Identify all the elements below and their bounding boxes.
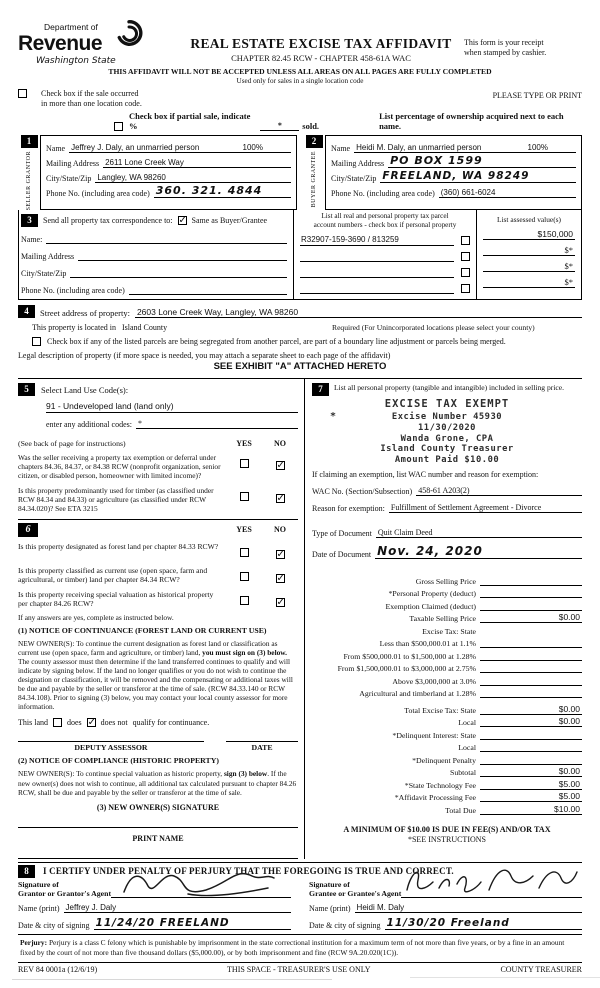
buyer-side-label: BUYER GRANTEE [310, 151, 317, 208]
section-3-badge: 3 [21, 214, 38, 227]
send-correspondence-label: Send all property tax correspondence to: [43, 215, 173, 225]
footer-treasurer-space: THIS SPACE - TREASURER'S USE ONLY [227, 964, 371, 974]
grantee-sig-label: Signature of Grantee or Grantee's Agent [309, 879, 402, 899]
buyer-name-field[interactable]: Heidi M. Daly, an unmarried person 100% [354, 142, 576, 153]
located-in-value[interactable]: Island County [121, 323, 168, 333]
assessed-value-2[interactable]: $* [483, 240, 575, 256]
personal-property-checkbox-2[interactable] [461, 252, 470, 261]
partial-sale-suffix: sold. [302, 121, 320, 131]
question-row: Was the seller receiving a property tax exemption or deferral under chapters 84.36, 84.37, or 84.38 RCW (nonprofit organization, senior citizen, or disabled person, homeowner with limited income)? ✓ [18, 453, 285, 481]
tax-row: *Delinquent Penalty [312, 752, 582, 765]
personal-property-label: List all personal property (tangible and intangible) included in selling price. [334, 383, 565, 393]
doc-date-label: Date of Document [312, 550, 372, 560]
main-columns [18, 378, 582, 858]
tax-row: Agricultural and timberland at 1.28% [312, 686, 582, 699]
exemption-note: If claiming an exemption, list WAC number and reason for exemption: [312, 470, 539, 480]
additional-codes-field[interactable]: * [136, 418, 298, 429]
deputy-assessor-row [18, 741, 298, 752]
treasurer-stamp: * EXCISE TAX EXEMPT Excise Number 45930 11/30/2020 Wanda Grone, CPA Island County Treasurer Amount Paid $10.00 [330, 398, 514, 466]
does-not-label: does not [100, 718, 128, 728]
state-technology-fee-field[interactable]: $5.00 [480, 779, 582, 790]
tax-row: Taxable Selling Price $0.00 [409, 612, 580, 624]
does-not-checkbox[interactable]: ✓ [87, 717, 97, 729]
land-use-label: Select Land Use Code(s): [41, 384, 129, 395]
print-name-line[interactable] [18, 843, 298, 859]
section-5-badge: 5 [18, 383, 35, 396]
yes-header: YES [236, 439, 252, 449]
exemption-claimed-field[interactable] [480, 601, 582, 611]
total-excise-local-field[interactable]: $0.00 [480, 716, 582, 727]
notice-continuance-title: (1) NOTICE OF CONTINUANCE (FOREST LAND OR CURRENT USE) [18, 625, 267, 635]
delinquent-interest-state-field[interactable] [480, 730, 582, 740]
buyer-name-label: Name [331, 144, 351, 153]
section-7-badge: 7 [312, 383, 329, 396]
new-owner-signature-label: (3) NEW OWNER(S) SIGNATURE [96, 802, 220, 812]
question-row: Is this property predominantly used for timber (as classified under RCW 84.34 and 84.33) or agriculture (as classified under RCW 84.34.020)? See ETA 3215 ✓ [18, 485, 285, 513]
tax-row: *State Technology Fee $5.00 [404, 778, 580, 790]
segregated-label: Check box if any of the listed parcels are being segregated from another parcel, are part of a boundary line adjustment or parcels being merged. [47, 337, 506, 347]
section-2-badge: 2 [306, 135, 323, 148]
tax-row: Exemption Claimed (deduct) [312, 598, 582, 611]
legal-description-value: SEE EXHIBIT "A" ATTACHED HERETO [213, 361, 387, 373]
buyer-csz-field[interactable]: FREELAND, WA 98249 [380, 170, 576, 183]
property-address-section [18, 300, 582, 374]
partial-sale-row [114, 111, 582, 131]
section-4-badge: 4 [18, 305, 35, 318]
this-land-label: This land [18, 718, 48, 728]
logo-dept-line: Department of [44, 22, 98, 32]
deputy-date-line[interactable]: DATE [226, 741, 298, 752]
does-checkbox[interactable] [53, 718, 62, 727]
tax-correspondence-section [18, 210, 582, 300]
taxable-selling-price-field[interactable]: $0.00 [480, 612, 582, 623]
s6-yes-header: YES [236, 525, 252, 535]
tax-row: Excise Tax: State [422, 626, 476, 636]
notice-compliance-title: (2) NOTICE OF COMPLIANCE (HISTORIC PROPERTY) [18, 756, 219, 766]
legal-description-label: Legal description of property (if more space is needed, you may attach a separate sheet to each page of the affidavit) [18, 351, 391, 361]
dor-logo [18, 22, 178, 66]
tax-row: *Personal Property (deduct) [312, 586, 582, 599]
same-as-buyer-label: Same as Buyer/Grantee [191, 215, 268, 225]
dor-swirl-icon [114, 18, 144, 53]
segregated-checkbox[interactable] [32, 337, 41, 346]
corr-csz-label: City/State/Zip [21, 269, 67, 279]
grantor-date-label: Date & city of signing [18, 921, 90, 931]
seller-name-field[interactable]: Jeffrey J. Daly, an unmarried person 100% [69, 142, 291, 153]
section-1-badge: 1 [21, 135, 38, 148]
required-county-note: Required (For Unincorporated locations please select your county) [332, 323, 535, 333]
corr-name-label: Name: [21, 235, 43, 245]
seller-csz-label: City/State/Zip [46, 174, 92, 183]
rate-1-field[interactable] [480, 638, 582, 648]
s5-q2-yes-checkbox[interactable] [240, 492, 249, 501]
certify-statement: I CERTIFY UNDER PENALTY OF PERJURY THAT THE FOREGOING IS TRUE AND CORRECT. [43, 866, 454, 877]
buyer-phone-label: Phone No. (including area code) [331, 189, 435, 198]
s6-q2-yes-checkbox[interactable] [240, 572, 249, 581]
same-as-buyer-checkbox[interactable]: ✓ [178, 214, 187, 226]
partial-sale-label: Check box if partial sale, indicate % [129, 111, 251, 131]
question-row: Is this property receiving special valuation as historical property per chapter 84.26 RCW? ✓ [18, 589, 285, 608]
personal-property-checkbox-4[interactable] [461, 284, 470, 293]
logo-agency-name: Revenue [18, 32, 103, 55]
parcel-row [300, 262, 470, 278]
notice-compliance-text: NEW OWNER(S): To continue special valuation as historic property, sign (3) below. If the new owner(s) does not wish to continue, all additional tax calculated pursuant to chapter 84.26 RCW, shall be due and payable by the seller or transferor at the time of sale. [18, 769, 297, 797]
s6-q1-no-checkbox[interactable]: ✓ [276, 548, 285, 560]
subtotal-field[interactable]: $0.00 [480, 766, 582, 777]
tax-row: Above $3,000,000 at 3.0% [312, 673, 582, 686]
tax-row: Total Excise Tax: State $0.00 [404, 703, 580, 715]
s5-q1-no-checkbox[interactable]: ✓ [276, 460, 285, 472]
grantee-date-label: Date & city of signing [309, 921, 381, 931]
multi-location-row [18, 89, 582, 109]
if-yes-note: If any answers are yes, complete as instructed below. [18, 612, 174, 622]
buyer-mailing-field[interactable]: PO BOX 1599 [388, 154, 576, 168]
corr-name-field[interactable] [46, 233, 287, 244]
question-row: Is this property designated as forest land per chapter 84.33 RCW? ✓ [18, 541, 285, 560]
multi-location-checkbox[interactable] [18, 89, 27, 98]
land-use-code-value[interactable]: 91 - Undeveloped land (land only) [46, 401, 298, 413]
street-address-field[interactable]: 2603 Lone Creek Way, Langley, WA 98260 [135, 307, 582, 318]
title-block [178, 22, 464, 66]
seller-phone-field[interactable]: 360. 321. 4844 [154, 184, 291, 198]
seller-phone-label: Phone No. (including area code) [46, 189, 150, 198]
tax-row: Local [312, 740, 582, 753]
tax-row: From $500,000.01 to $1,500,000 at 1.28% [312, 648, 582, 661]
question-row: Is this property classified as current use (open space, farm and agricultural, or timber) land per chapter 84.34 RCW? ✓ [18, 565, 285, 584]
reason-field[interactable]: Fulfillment of Settlement Agreement - Divorce [389, 502, 582, 513]
parcel-number-field[interactable]: R32907-159-3690 / 813259 [300, 235, 454, 246]
reason-label: Reason for exemption: [312, 504, 385, 514]
parcel-header: List all real and personal property tax parcel account numbers - check box if personal property [313, 212, 457, 230]
left-column [18, 379, 304, 858]
single-location-note: Used only for sales in a single location code [236, 77, 364, 85]
warning-line: THIS AFFIDAVIT WILL NOT BE ACCEPTED UNLESS ALL AREAS ON ALL PAGES ARE FULLY COMPLETED [108, 67, 492, 76]
print-name-label: PRINT NAME [132, 833, 184, 843]
rate-4-field[interactable] [480, 676, 582, 686]
s6-q3-no-checkbox[interactable]: ✓ [276, 596, 285, 608]
grantor-name-label: Name (print) [18, 904, 60, 914]
see-back-note: (See back of page for instructions) [18, 439, 126, 449]
s5-q2-no-checkbox[interactable]: ✓ [276, 492, 285, 504]
new-owner-signature-line[interactable] [18, 812, 298, 828]
minimum-fee-note: A MINIMUM OF $10.00 IS DUE IN FEE(S) AND/OR TAX [343, 824, 551, 834]
ownership-note: List percentage of ownership acquired next to each name. [379, 111, 564, 131]
grantor-date-field[interactable]: 11/24/20 FREELAND [94, 917, 291, 930]
tax-row: *Affidavit Processing Fee $5.00 [394, 791, 580, 803]
agricultural-field[interactable] [480, 688, 582, 698]
buyer-csz-label: City/State/Zip [331, 174, 377, 183]
delinquent-penalty-field[interactable] [480, 755, 582, 765]
s6-q1-yes-checkbox[interactable] [240, 548, 249, 557]
partial-sale-checkbox[interactable] [114, 122, 123, 131]
right-column [304, 379, 582, 858]
corr-mailing-field[interactable] [78, 250, 287, 261]
grantor-signature-field[interactable] [111, 886, 291, 898]
total-due-field[interactable]: $10.00 [480, 804, 582, 815]
assessed-value-header: List assessed value(s) [496, 215, 562, 225]
tax-row: From $1,500,000.01 to $3,000,000 at 2.75% [312, 661, 582, 674]
s6-q3-yes-checkbox[interactable] [240, 596, 249, 605]
section-8-badge: 8 [18, 865, 35, 878]
assessed-value-1[interactable]: $150,000 [483, 224, 575, 240]
personal-property-deduct-field[interactable] [480, 588, 582, 598]
tax-row: Gross Selling Price [312, 573, 582, 586]
doc-type-label: Type of Document [312, 529, 372, 539]
additional-codes-label: enter any additional codes: [46, 420, 132, 430]
stamp-asterisk: * [330, 411, 337, 423]
grantee-date-field[interactable]: 11/30/20 Freeland [385, 917, 582, 930]
grantor-name-field[interactable]: Jeffrey J. Daly [64, 902, 291, 913]
parcel-row [300, 246, 470, 262]
seller-mailing-field[interactable]: 2611 Lone Creek Way [103, 157, 291, 168]
section-6-badge: 6 [18, 523, 38, 537]
seller-csz-field[interactable]: Langley, WA 98260 [95, 172, 291, 183]
personal-property-checkbox-3[interactable] [461, 268, 470, 277]
tax-row: *Delinquent Interest: State [312, 727, 582, 740]
s5-q1-yes-checkbox[interactable] [240, 459, 249, 468]
corr-csz-field[interactable] [70, 267, 287, 278]
total-excise-state-field[interactable]: $0.00 [480, 704, 582, 715]
assessed-value-4[interactable]: $* [483, 272, 575, 288]
tax-row: Less than $500,000.01 at 1.1% [312, 636, 582, 649]
perjury-notice: Perjury: Perjury is a class C felony which is punishable by imprisonment in the state correctional institution for a maximum term of not more than five years, or by a fine in an amount fixed by the court of not more than five thousand dollars ($5,000.00), or by both imprisonment and fine (RCW 9A.20.020(1C)). [18, 934, 582, 959]
corr-phone-field[interactable] [129, 284, 287, 295]
excise-tax-table [312, 573, 582, 815]
wac-field[interactable]: 458-61 A203(2) [416, 485, 582, 496]
grantee-signature-block [309, 880, 582, 931]
grantor-sig-label: Signature of Grantor or Grantor's Agent [18, 879, 112, 899]
seller-name-label: Name [46, 144, 66, 153]
affidavit-processing-fee-field[interactable]: $5.00 [480, 791, 582, 802]
qualify-label: qualify for continuance. [132, 718, 210, 728]
corr-mailing-label: Mailing Address [21, 252, 75, 262]
buyer-section [303, 135, 582, 210]
s6-no-header: NO [274, 525, 286, 535]
continuance-qualify-row [18, 718, 298, 727]
certification-section [18, 862, 582, 931]
grantor-signature-block [18, 880, 291, 931]
no-header: NO [274, 439, 286, 449]
corr-phone-label: Phone No. (including area code) [21, 286, 125, 296]
form-title: REAL ESTATE EXCISE TAX AFFIDAVIT [190, 36, 452, 51]
partial-sale-pct-field[interactable]: * [260, 121, 299, 131]
grantee-name-field[interactable]: Heidi M. Daly [355, 902, 582, 913]
doc-type-field[interactable]: Quit Claim Deed [376, 527, 582, 538]
form-header [18, 22, 582, 66]
footer-rev-number: REV 84 0001a (12/6/19) [18, 964, 98, 974]
assessed-value-3[interactable]: $* [483, 256, 575, 272]
buyer-mailing-label: Mailing Address [331, 159, 385, 168]
parcel-row [300, 278, 470, 294]
tax-row: Total Due $10.00 [445, 803, 580, 815]
delinquent-interest-local-field[interactable] [480, 742, 582, 752]
does-label: does [67, 718, 82, 728]
located-in-label: This property is located in [32, 323, 116, 333]
gross-selling-price-field[interactable] [480, 576, 582, 586]
rate-2-field[interactable] [480, 651, 582, 661]
grantee-name-label: Name (print) [309, 904, 351, 914]
parcel-row [300, 230, 470, 246]
notice-continuance-text: NEW OWNER(S): To continue the current designation as forest land or classification as current use (open space, farm and agriculture, or timber) land, you must sign on (3) below. The county assessor must then determine if the land transferred continues to qualify and will indicate by signing below. If the land no longer qualifies or you do not wish to continue the designation or classification, it will be removed and the compensating or additional taxes will be due and payable by the seller or transferor at the time of sale. (RCW 84.33.140 or RCW 84.34.108). Prior to signing (3) below, you may contact your local county assessor for more information. [18, 638, 293, 712]
scan-artifact-line [12, 979, 332, 980]
seller-side-label: SELLER GRANTOR [25, 151, 32, 211]
wac-label: WAC No. (Section/Subsection) [312, 487, 413, 497]
please-type-label: PLEASE TYPE OR PRINT [492, 91, 582, 100]
scan-artifact-line [410, 977, 600, 978]
rate-3-field[interactable] [480, 663, 582, 673]
deputy-assessor-line[interactable]: DEPUTY ASSESSOR [18, 741, 204, 752]
footer-county-treasurer: COUNTY TREASURER [500, 964, 582, 974]
tax-row: Local $0.00 [458, 716, 580, 728]
see-instructions-note: *SEE INSTRUCTIONS [407, 834, 486, 844]
s6-q2-no-checkbox[interactable]: ✓ [276, 572, 285, 584]
grantee-signature-field[interactable] [401, 886, 582, 898]
form-footer [18, 962, 582, 974]
tax-row: Subtotal $0.00 [450, 766, 580, 778]
seller-mailing-label: Mailing Address [46, 159, 100, 168]
street-address-label: Street address of property: [40, 308, 130, 319]
form-subtitle: CHAPTER 82.45 RCW - CHAPTER 458-61A WAC [231, 53, 411, 63]
buyer-phone-field[interactable]: (360) 661-6024 [439, 187, 576, 198]
receipt-note: This form is your receipt when stamped by cashier. [464, 38, 547, 58]
doc-date-field[interactable]: Nov. 24, 2020 [375, 544, 582, 559]
parties-row [18, 135, 582, 210]
multi-location-label: Check box if the sale occurred in more than one location code. [41, 89, 142, 108]
seller-section [18, 135, 297, 210]
personal-property-checkbox-1[interactable] [461, 236, 470, 245]
logo-state-name: Washington State [36, 56, 116, 66]
